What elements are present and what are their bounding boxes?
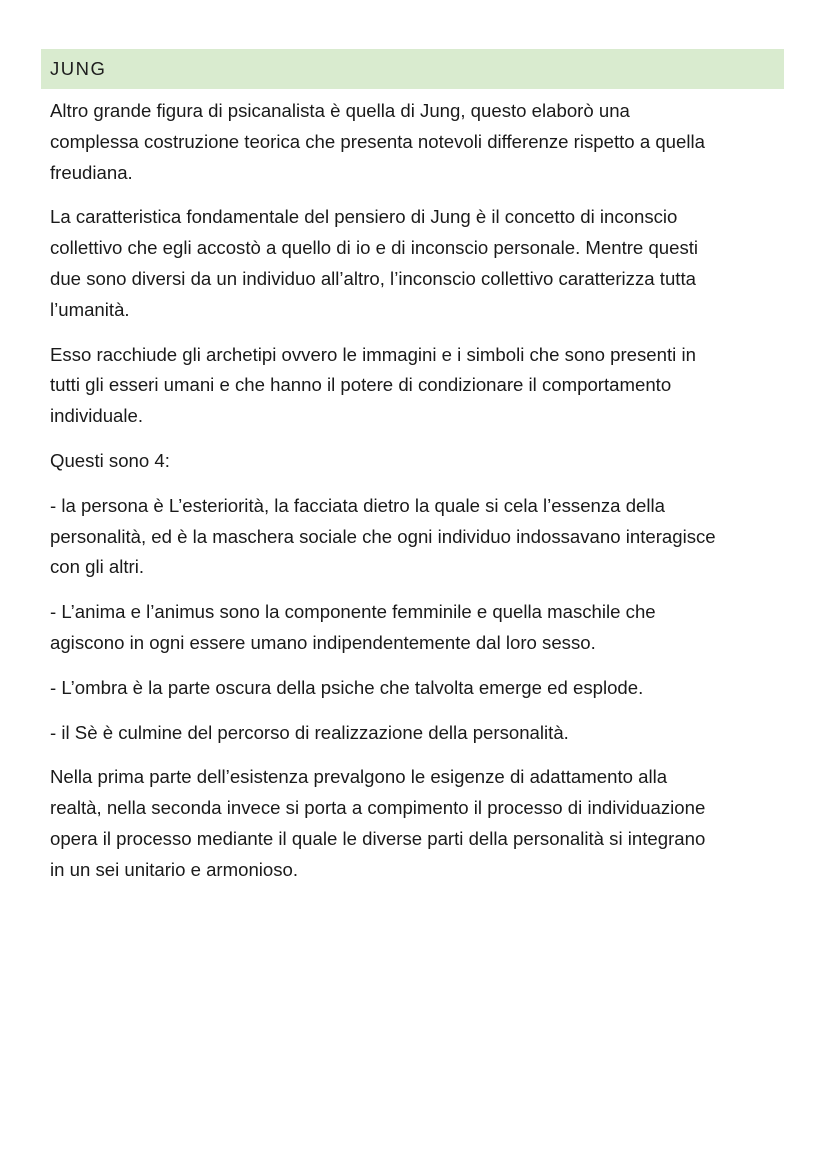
section-heading-bar — [41, 49, 784, 89]
text-line: agiscono in ogni essere umano indipendentemente dal loro sesso. — [50, 631, 596, 653]
text-line: Questi sono 4: — [50, 449, 170, 471]
list-item-persona — [50, 491, 786, 583]
text-line: La caratteristica fondamentale del pensiero di Jung è il concetto di inconscio — [50, 206, 678, 228]
text-line: individuale. — [50, 405, 144, 427]
text-line: - L’ombra è la parte oscura della psiche che talvolta emerge ed esplode. — [50, 676, 644, 698]
paragraph-intro — [50, 96, 786, 188]
text-line: - la persona è L’esteriorità, la facciata dietro la quale si cela l’essenza della — [50, 494, 665, 516]
paragraph-conclusion — [50, 762, 786, 885]
text-line: in un sei unitario e armonioso. — [50, 858, 299, 880]
document-body — [50, 96, 786, 900]
text-line: - il Sè è culmine del percorso di realizzazione della personalità. — [50, 721, 569, 743]
text-line: collettivo che egli accostò a quello di io e di inconscio personale. Mentre questi — [50, 237, 699, 259]
paragraph-collective-unconscious — [50, 202, 786, 325]
text-line: opera il processo mediante il quale le diverse parti della personalità si integrano — [50, 827, 706, 849]
text-line: Nella prima parte dell’esistenza prevalgono le esigenze di adattamento alla — [50, 766, 668, 788]
text-line: Esso racchiude gli archetipi ovvero le immagini e i simboli che sono presenti in — [50, 343, 696, 365]
text-line: realtà, nella seconda invece si porta a compimento il processo di individuazione — [50, 797, 706, 819]
text-line: con gli altri. — [50, 556, 145, 578]
list-item-ombra — [50, 673, 786, 704]
text-line: Altro grande figura di psicanalista è quella di Jung, questo elaborò una — [50, 100, 630, 121]
text-line: tutti gli esseri umani e che hanno il potere di condizionare il comportamento — [50, 374, 672, 396]
list-item-se — [50, 718, 786, 749]
paragraph-list-intro — [50, 446, 786, 477]
text-line: complessa costruzione teorica che presenta notevoli differenze rispetto a quella — [50, 130, 705, 152]
text-line: freudiana. — [50, 161, 133, 183]
list-item-anima-animus — [50, 597, 786, 659]
text-line: personalità, ed è la maschera sociale che ogni individuo indossavano interagisce — [50, 525, 716, 547]
text-line: - L’anima e l’animus sono la componente femminile e quella maschile che — [50, 601, 656, 623]
text-line: l’umanità. — [50, 298, 130, 320]
section-title: JUNG — [50, 58, 107, 79]
text-line: due sono diversi da un individuo all’altro, l’inconscio collettivo caratterizza tutta — [50, 267, 696, 289]
paragraph-archetypes — [50, 340, 786, 432]
